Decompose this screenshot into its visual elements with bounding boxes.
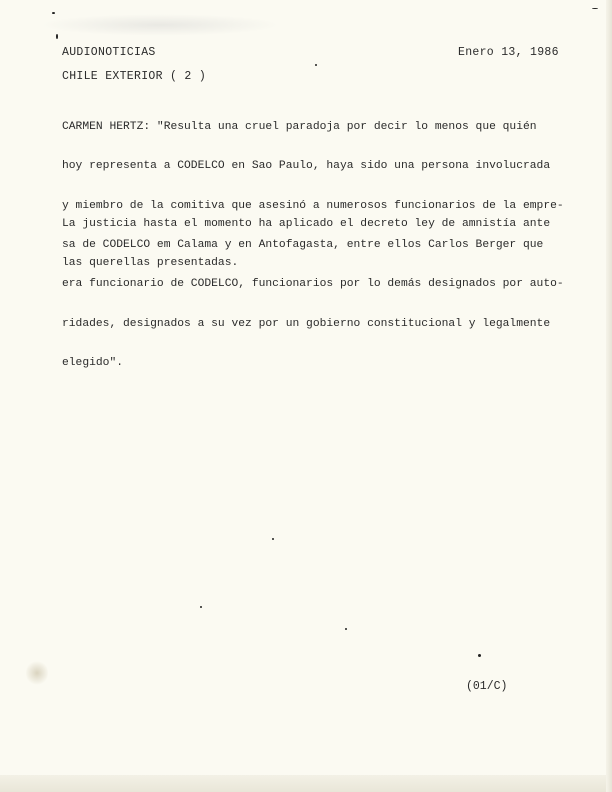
section-title: CHILE EXTERIOR ( 2 ) — [62, 70, 207, 83]
text-line: era funcionario de CODELCO, funcionarios por lo demás designados por auto- — [62, 278, 564, 291]
scan-speck — [200, 606, 202, 608]
scan-stain — [26, 660, 48, 686]
scan-speck — [272, 538, 274, 540]
text-line: y miembro de la comitiva que asesinó a numerosos funcionarios de la empre- — [62, 199, 564, 212]
document-code: (01/C) — [466, 680, 508, 693]
text-line: La justicia hasta el momento ha aplicado el decreto ley de amnistía ante — [62, 218, 551, 231]
text-line: las querellas presentadas. — [62, 257, 239, 270]
scan-speck — [56, 34, 58, 39]
page-right-edge — [606, 0, 612, 792]
text-line: elegido". — [62, 356, 124, 369]
text-line: CARMEN HERTZ: "Resulta una cruel paradoja por decir lo menos que quién — [62, 121, 537, 134]
scan-speck — [52, 12, 55, 14]
scan-speck — [478, 654, 481, 657]
program-name: AUDIONOTICIAS — [62, 46, 156, 59]
document-date: Enero 13, 1986 — [458, 46, 559, 59]
scan-speck — [315, 64, 317, 66]
scan-smudge — [40, 14, 280, 36]
text-line: hoy representa a CODELCO en Sao Paulo, haya sido una persona involucrada — [62, 160, 551, 173]
page-bottom-edge — [0, 775, 612, 792]
text-line: sa de CODELCO em Calama y en Antofagasta, entre ellos Carlos Berger que — [62, 239, 544, 252]
paragraph-justice — [62, 192, 607, 297]
text-line: ridades, designados a su vez por un gobierno constitucional y legalmente — [62, 317, 551, 330]
scan-speck — [345, 628, 347, 630]
scan-speck — [592, 8, 598, 9]
